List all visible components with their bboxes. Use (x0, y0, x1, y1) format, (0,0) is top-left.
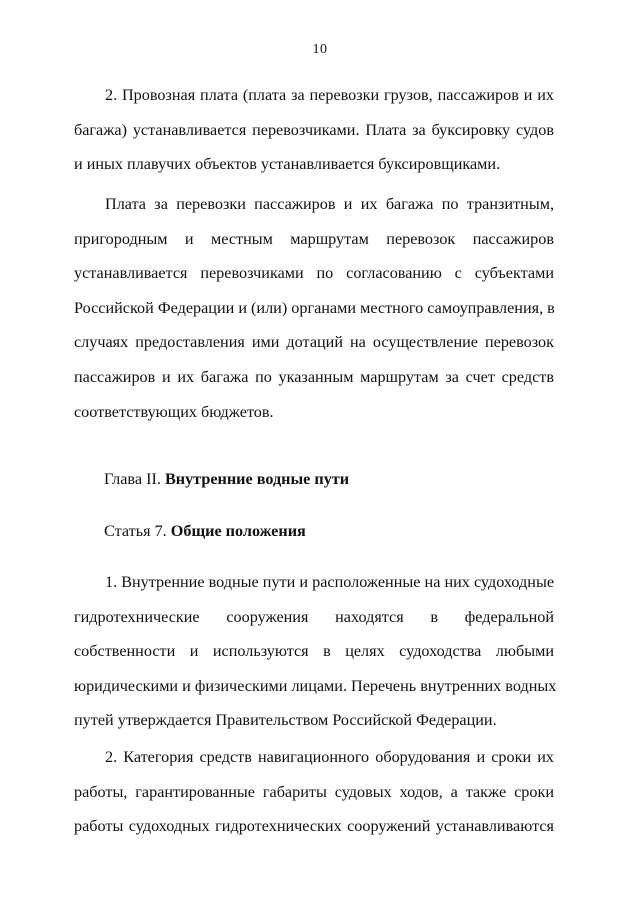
paragraph-line: 1. Внутренние водные пути и расположенные на них судоходные (105, 573, 554, 591)
paragraph-line: Плата за перевозки пассажиров и их багажа по транзитным, (105, 195, 554, 213)
paragraph-line: и иных плавучих объектов устанавливается буксировщиками. (74, 155, 501, 174)
paragraph-line: Российской Федерации и (или) органами местного самоуправления, в (74, 298, 555, 317)
paragraph-plata-passazhirov (74, 187, 554, 429)
paragraph-kategoriya-sredstv (74, 740, 554, 844)
paragraph-line: пассажиров и их багажа по указанным маршрутам за счет средств (74, 367, 554, 386)
paragraph-line: 2. Категория средств навигационного оборудования и сроки их (105, 748, 554, 766)
paragraph-line: путей утверждается Правительством Российской Федерации. (74, 711, 497, 730)
paragraph-vnutrennie-vodnye-puti (74, 565, 557, 738)
article-heading (104, 520, 306, 542)
paragraph-line: юридическими и физическими лицами. Перечень внутренних водных (74, 676, 557, 695)
paragraph-line: 2. Провозная плата (плата за перевозки грузов, пассажиров и их (105, 86, 554, 104)
paragraph-line: багажа) устанавливается перевозчиками. Плата за буксировку судов (74, 120, 554, 139)
paragraph-line: гидротехнические сооружения находятся в федеральной (74, 607, 554, 626)
paragraph-line: работы судоходных гидротехнических сооружений устанавливаются (74, 817, 554, 836)
paragraph-line: соответствующих бюджетов. (74, 402, 274, 421)
paragraph-provoznaya-plata (74, 78, 554, 182)
chapter-title: Внутренние водные пути (164, 470, 350, 488)
chapter-prefix: Глава II. (104, 470, 165, 488)
paragraph-line: собственности и используются в целях судоходства любыми (74, 642, 554, 661)
article-title: Общие положения (170, 522, 306, 540)
paragraph-line: устанавливается перевозчиками по согласованию с субъектами (74, 264, 554, 283)
paragraph-line: пригородным и местным маршрутам перевозок пассажиров (74, 229, 554, 248)
paragraph-line: случаях предоставления ими дотаций на осуществление перевозок (74, 333, 554, 352)
chapter-heading (104, 468, 349, 490)
paragraph-line: работы, гарантированные габариты судовых ходов, а также сроки (74, 782, 554, 801)
page-number: 10 (312, 42, 328, 57)
article-prefix: Статья 7. (104, 522, 171, 540)
